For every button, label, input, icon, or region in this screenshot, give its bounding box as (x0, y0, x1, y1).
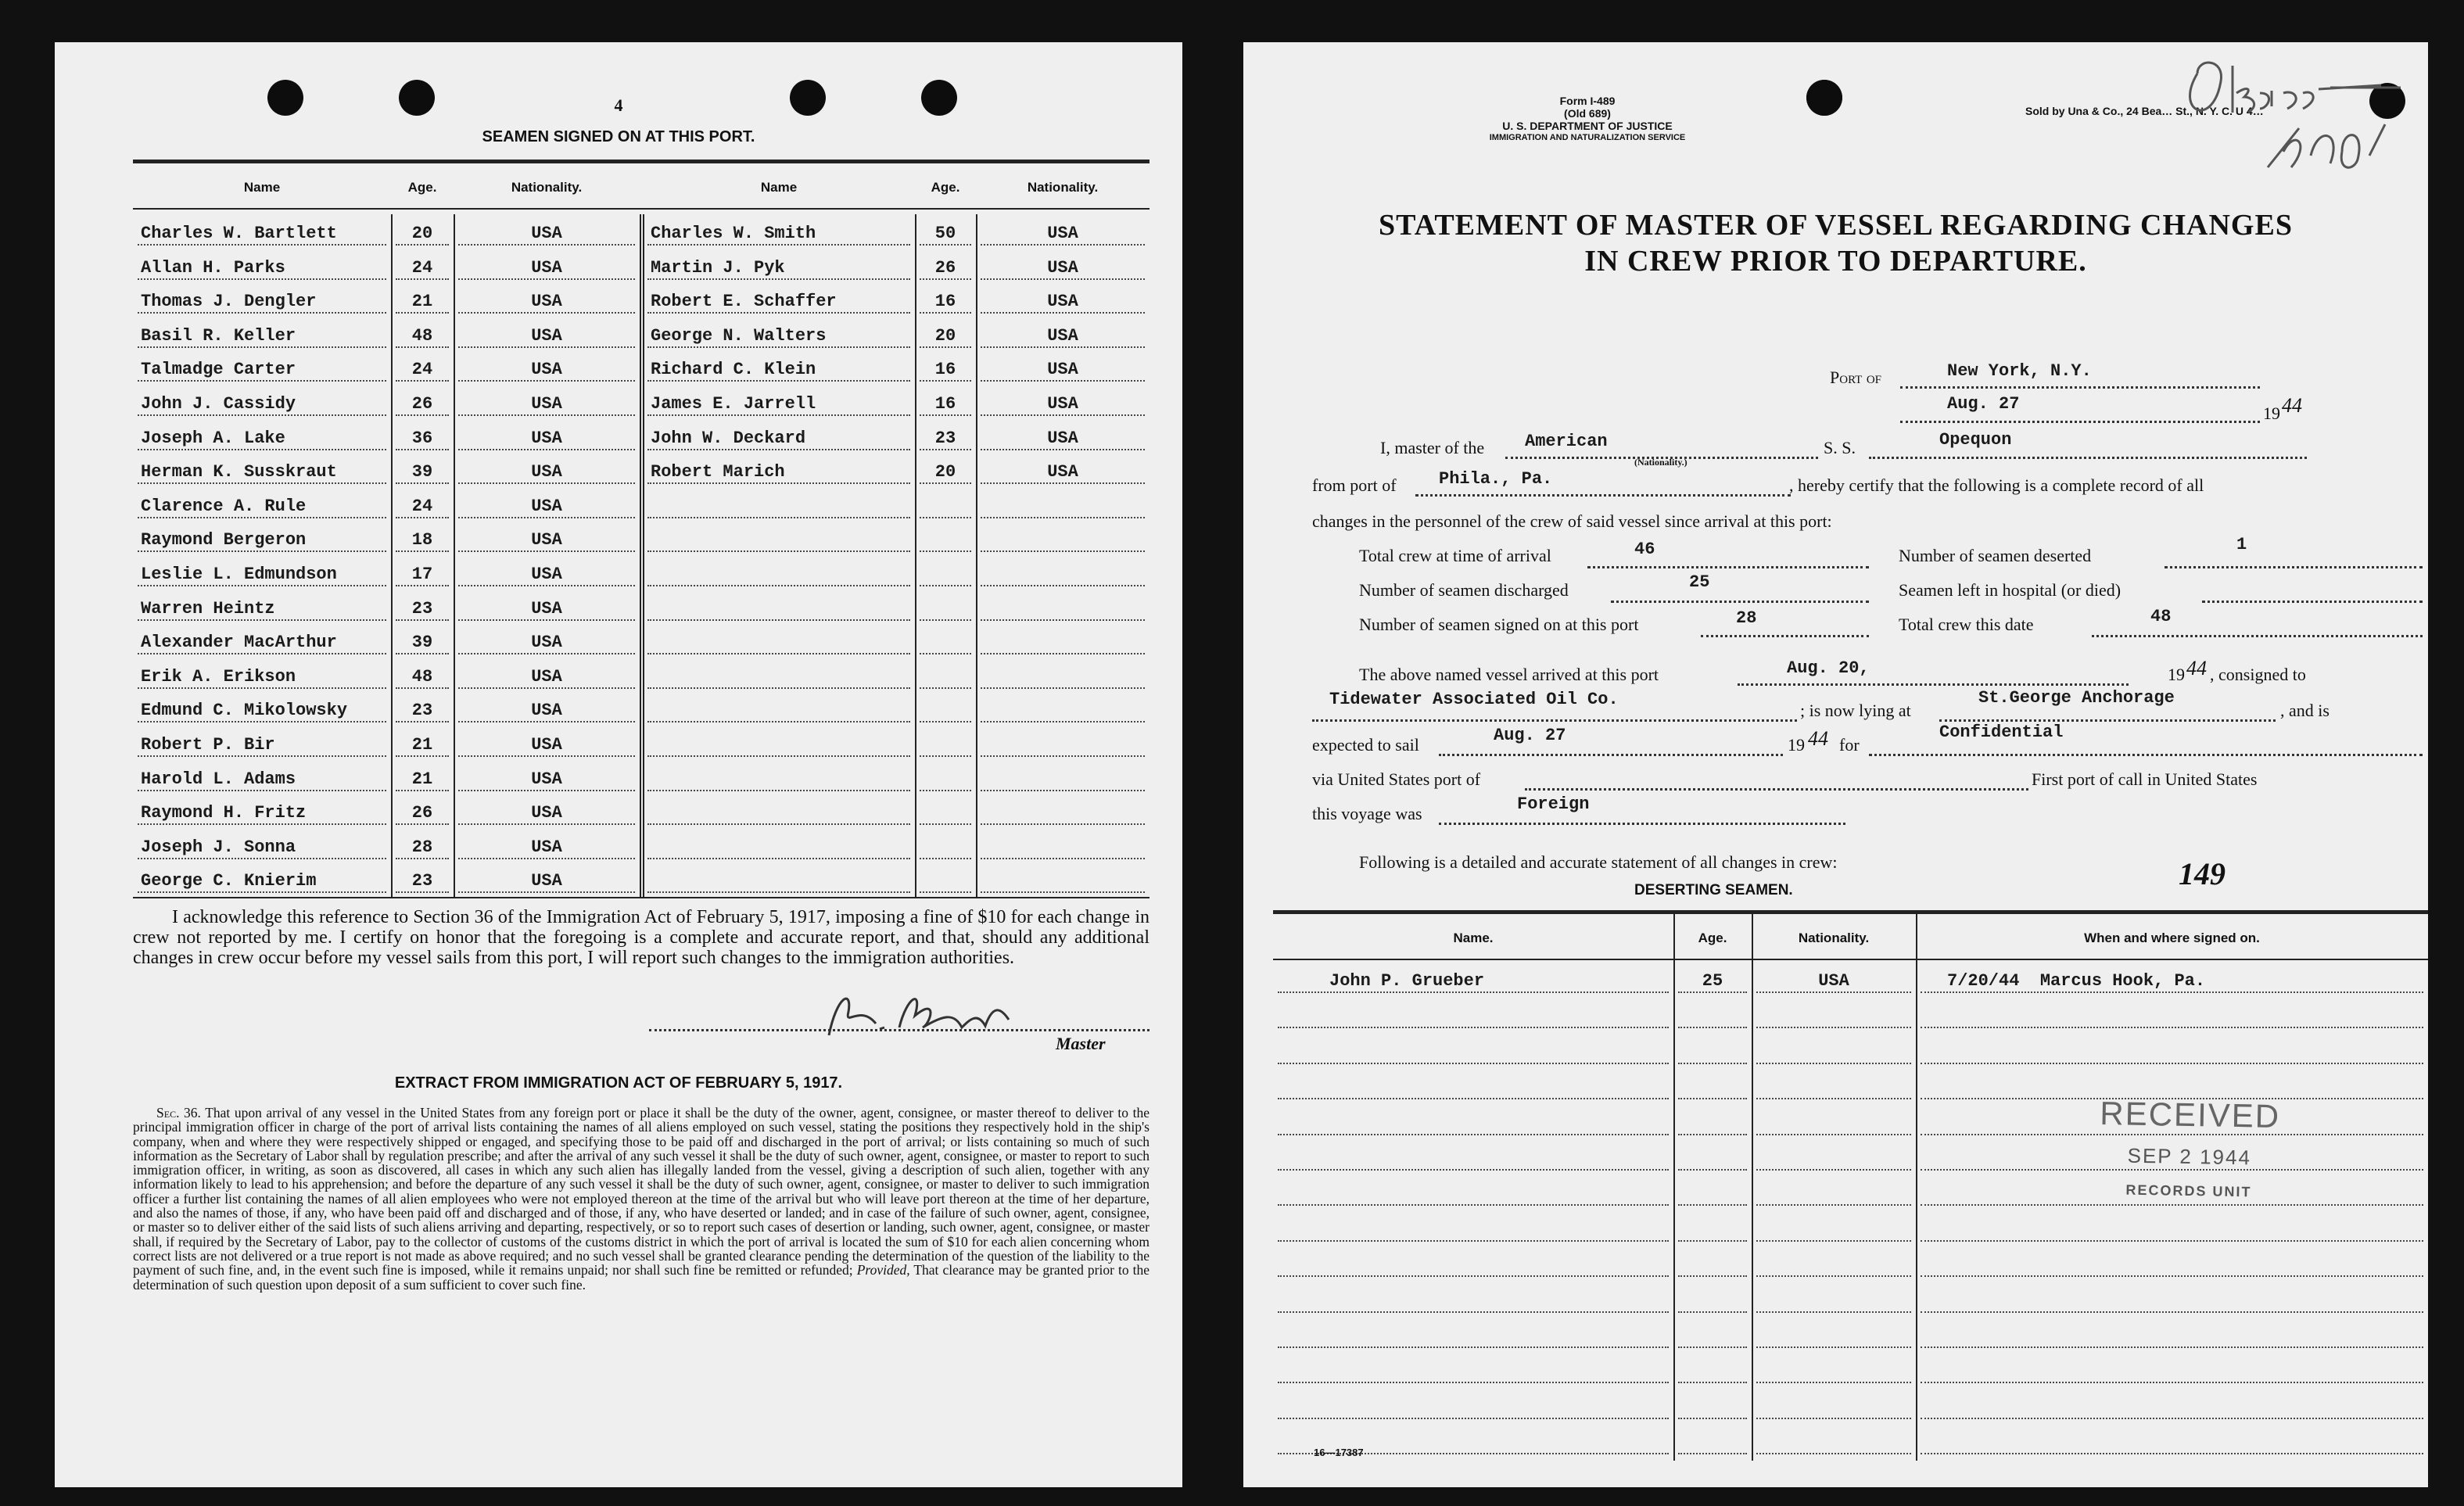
arrived-year-prefix: 19 (2168, 665, 2185, 684)
year-suffix: 44 (2282, 394, 2302, 417)
crew-nationality: USA (531, 428, 562, 448)
deserter-nationality: USA (1818, 971, 1849, 991)
total-date-value: 48 (2150, 607, 2172, 626)
crew-age: 23 (934, 428, 956, 448)
total-date-label: Total crew this date (1899, 615, 2034, 634)
crew-age: 16 (934, 292, 956, 312)
discharged-label: Number of seamen discharged (1359, 580, 1569, 600)
year-prefix: 19 (2263, 403, 2280, 423)
title-line-1: STATEMENT OF MASTER OF VESSEL REGARDING CHANGES (1379, 209, 2293, 242)
crew-age: 17 (411, 565, 433, 584)
consignee-value: Tidewater Associated Oil Co. (1329, 690, 1619, 709)
crew-nationality: USA (531, 871, 562, 891)
sec-tail: That clearance may be granted prior to the determination of such question upon deposit of a sum sufficient to cover such fine. (133, 1262, 1150, 1293)
crew-age: 48 (411, 666, 433, 687)
deserting-title: DESERTING SEAMEN. (1634, 882, 1793, 898)
handwritten-number: 149 (2179, 856, 2225, 891)
crew-age: 20 (934, 325, 956, 346)
crew-name: Allan H. Parks (141, 257, 285, 278)
crew-age: 20 (934, 462, 956, 482)
signed-on-label: Number of seamen signed on at this port (1359, 615, 1639, 634)
crew-age: 20 (411, 224, 433, 243)
crew-age: 23 (411, 871, 433, 891)
crew-name: John W. Deckard (651, 428, 806, 448)
crew-nationality: USA (531, 803, 562, 823)
arrived-year-suffix: 44 (2186, 657, 2207, 679)
crew-name: Edmund C. Mikolowsky (141, 701, 348, 721)
crew-name: Joseph A. Lake (141, 428, 285, 448)
crew-name: James E. Jarrell (651, 394, 816, 414)
expected-value: Aug. 27 (1494, 726, 1566, 745)
stamp-received: RECEIVED (2099, 1094, 2281, 1135)
crew-name: Basil R. Keller (141, 325, 296, 346)
right-page (1243, 42, 2428, 1487)
expected-label: expected to sail (1312, 735, 1419, 755)
crew-nationality: USA (1047, 360, 1078, 380)
crew-age: 21 (411, 292, 433, 312)
crew-nationality: USA (531, 394, 562, 414)
nationality-value: American (1525, 432, 1608, 451)
desert-header-nationality: Nationality. (1798, 930, 1870, 945)
crew-nationality: USA (531, 496, 562, 516)
desert-header-age: Age. (1698, 930, 1727, 945)
crew-nationality: USA (531, 292, 562, 312)
master-of-label: I, master of the (1380, 438, 1485, 457)
crew-nationality: USA (531, 325, 562, 346)
arrived-label: The above named vessel arrived at this port (1359, 665, 1659, 684)
crew-nationality: USA (531, 360, 562, 380)
extract-title: EXTRACT FROM IMMIGRATION ACT OF FEBRUARY 5, 1917. (394, 1074, 843, 1092)
department: U. S. DEPARTMENT OF JUSTICE (1502, 120, 1673, 132)
crew-name: Charles W. Bartlett (141, 224, 337, 243)
form-number: Form I-489 (1559, 95, 1616, 107)
crew-nationality: USA (531, 530, 562, 550)
crew-name: Thomas J. Dengler (141, 292, 317, 312)
section-title: SEAMEN SIGNED ON AT THIS PORT. (482, 128, 755, 145)
crew-name: John J. Cassidy (141, 394, 296, 414)
header-age-1: Age. (407, 180, 437, 195)
sec-body: That upon arrival of any vessel in the United States from any foreign port or place it shall be the duty of the owner, agent, consignee, or master thereof to deliver to the principal immigration officer in charge of the port of arrival lists containing the names of all aliens employed on such vessel, stating the positions they respectively hold in the ship's company, when and where they were respectively shipped or engaged, and specifying those to be paid off and discharged in the port of arrival; or lists containing so much of such information as the Secretary of Labor shall by regulation prescribe; and after the arrival of any such vessel it shall be the duty of such owner, agent, consignee, or master to report to such immigration officer, in writing, as soon as discovered, all cases in which any such alien has illegally landed from the vessel, giving a description of such alien, together with any information likely to lead to his apprehension; and before the departure of any such vessel it shall be the duty of such owner, agent, consignee, or master to deliver to such immigration officer a further list containing the names of all alien employees who were not employed thereon at the time of the arrival but who will leave port thereon at the time of her departure, and also the names of those, if any, who have been paid off and discharged and of those, if any, who have deserted or landed; and in case of the failure of such owner, agent, consignee, or master so to deliver either of the said lists of such aliens arriving and departing, respectively, or so to report such cases of desertion or landing, such owner, agent, consignee, or master shall, if required by the Secretary of Labor, pay to the collector of customs of the customs district in which the port of arrival is located the sum of $10 for each alien concerning whom correct lists are not delivered or a true report is not made as above required; and no such vessel shall be granted clearance pending the determination of the question of the liability to the payment of such fine, and, in the event such fine is imposed, while it remains unpaid; nor shall such fine be remitted or refunded; (133, 1105, 1150, 1278)
and-is-label: , and is (2280, 701, 2330, 720)
crew-name: Richard C. Klein (651, 360, 816, 380)
crew-age: 50 (934, 224, 956, 243)
crew-name: Martin J. Pyk (651, 257, 785, 278)
voyage-value: Foreign (1517, 794, 1590, 814)
header-name-2: Name (760, 180, 798, 195)
for-label: for (1839, 735, 1860, 755)
sold-by: Sold by Una & Co., 24 Bea… St., N. Y. C. U 4… (2025, 105, 2264, 117)
crew-age: 48 (411, 325, 433, 346)
section-36-text (133, 1106, 1150, 1292)
page-number: 4 (614, 95, 623, 115)
title-line-2: IN CREW PRIOR TO DEPARTURE. (1584, 245, 2087, 278)
crew-nationality: USA (1047, 428, 1078, 448)
footer-code: 16—17387 (1314, 1447, 1364, 1458)
deserter-age: 25 (1702, 971, 1723, 991)
crew-name: Harold L. Adams (141, 769, 296, 789)
crew-name: Robert P. Bir (141, 735, 275, 755)
crew-age: 26 (411, 803, 433, 823)
crew-name: Raymond H. Fritz (141, 803, 307, 823)
hospital-label: Seamen left in hospital (or died) (1899, 580, 2121, 600)
crew-age: 24 (411, 496, 433, 516)
total-arrival-value: 46 (1634, 540, 1655, 559)
crew-age: 21 (411, 735, 433, 755)
crew-age: 39 (411, 633, 433, 653)
crew-name: Joseph J. Sonna (141, 837, 296, 857)
crew-name: Raymond Bergeron (141, 530, 307, 550)
crew-nationality: USA (531, 837, 562, 857)
crew-nationality: USA (531, 735, 562, 755)
crew-name: Herman K. Susskraut (141, 462, 337, 482)
deserter-name: John P. Grueber (1329, 971, 1485, 991)
form-old: (Old 689) (1564, 107, 1611, 120)
sec-provided: Provided, (856, 1262, 910, 1278)
crew-nationality: USA (1047, 257, 1078, 278)
crew-age: 26 (934, 257, 956, 278)
header-nationality-1: Nationality. (511, 180, 583, 195)
expected-year-prefix: 19 (1788, 735, 1805, 755)
crew-age: 36 (411, 428, 433, 448)
crew-name: Leslie L. Edmundson (141, 565, 337, 584)
crew-age: 26 (411, 394, 433, 414)
crew-name: Erik A. Erikson (141, 666, 296, 687)
arrived-value: Aug. 20, (1787, 658, 1870, 678)
for-value: Confidential (1939, 723, 2064, 742)
crew-age: 23 (411, 701, 433, 721)
crew-nationality: USA (1047, 292, 1078, 312)
crew-nationality: USA (531, 462, 562, 482)
signed-on-value: 28 (1736, 608, 1757, 628)
ss-label: S. S. (1824, 438, 1856, 457)
crew-age: 24 (411, 257, 433, 278)
via-label: via United States port of (1312, 769, 1481, 789)
crew-name: Clarence A. Rule (141, 496, 307, 516)
crew-age: 23 (411, 598, 433, 619)
crew-age: 16 (934, 360, 956, 380)
crew-age: 18 (411, 530, 433, 550)
date-value: Aug. 27 (1947, 394, 2020, 414)
following-text: Following is a detailed and accurate statement of all changes in crew: (1359, 852, 1838, 872)
from-port-value: Phila., Pa. (1439, 469, 1553, 489)
crew-nationality: USA (1047, 394, 1078, 414)
crew-name: George C. Knierim (141, 871, 317, 891)
crew-nationality: USA (531, 565, 562, 584)
crew-age: 28 (411, 837, 433, 857)
handwritten-corner-note (2174, 50, 2424, 206)
crew-age: 21 (411, 769, 433, 789)
crew-nationality: USA (531, 598, 562, 619)
stamp-date: SEP 2 1944 (2127, 1143, 2252, 1170)
desert-header-when: When and where signed on. (2084, 930, 2260, 945)
deserter-when: 7/20/44 Marcus Hook, Pa. (1947, 971, 2206, 991)
ship-name: Opequon (1939, 430, 2012, 450)
discharged-value: 25 (1689, 572, 1710, 592)
first-port-label: First port of call in United States (2032, 769, 2258, 789)
crew-name: Robert Marich (651, 462, 785, 482)
sec-label: Sec. 36. (156, 1105, 201, 1121)
port-of-value: New York, N.Y. (1947, 361, 2092, 381)
crew-nationality: USA (531, 257, 562, 278)
crew-name: George N. Walters (651, 325, 827, 346)
crew-age: 24 (411, 360, 433, 380)
deserted-label: Number of seamen deserted (1899, 546, 2092, 565)
crew-name: Alexander MacArthur (141, 633, 337, 653)
header-nationality-2: Nationality. (1027, 180, 1099, 195)
expected-year-suffix: 44 (1808, 727, 1828, 750)
crew-name: Talmadge Carter (141, 360, 296, 380)
port-of-label: Port of (1830, 368, 1882, 387)
stamp-unit: RECORDS UNIT (2125, 1181, 2252, 1200)
nationality-sub: (Nationality.) (1634, 457, 1687, 468)
crew-nationality: USA (1047, 325, 1078, 346)
crew-nationality: USA (531, 224, 562, 243)
acknowledgement-text: I acknowledge this reference to Section 36 of the Immigration Act of February 5, 1917, imposing a fine of $10 for each change in crew not reported by me. I certify on honor that the foregoing is a complete and accurate report, and that, should any additional changes in crew occur before my vessel sails from this port, I will report such changes to the immigration authorities. (133, 907, 1150, 968)
header-age-2: Age. (931, 180, 960, 195)
crew-name: Charles W. Smith (651, 224, 816, 243)
certify-text: , hereby certify that the following is a complete record of all (1789, 475, 2204, 495)
crew-nationality: USA (531, 769, 562, 789)
service: IMMIGRATION AND NATURALIZATION SERVICE (1489, 133, 1686, 142)
deserted-value: 1 (2236, 535, 2247, 554)
crew-age: 39 (411, 462, 433, 482)
header-name-1: Name (243, 180, 281, 195)
desert-header-name: Name. (1453, 930, 1494, 945)
total-arrival-label: Total crew at time of arrival (1359, 546, 1551, 565)
consigned-label: , consigned to (2210, 665, 2306, 684)
voyage-label: this voyage was (1312, 804, 1422, 823)
lying-value: St.George Anchorage (1978, 688, 2175, 708)
crew-age: 16 (934, 394, 956, 414)
crew-nationality: USA (1047, 462, 1078, 482)
left-page (55, 42, 1182, 1487)
master-label: Master (1056, 1034, 1106, 1053)
crew-nationality: USA (531, 701, 562, 721)
crew-nationality: USA (1047, 224, 1078, 243)
from-port-label: from port of (1312, 475, 1397, 495)
lying-label: ; is now lying at (1800, 701, 1911, 720)
crew-nationality: USA (531, 666, 562, 687)
crew-name: Robert E. Schaffer (651, 292, 837, 312)
changes-text: changes in the personnel of the crew of said vessel since arrival at this port: (1312, 511, 1832, 531)
crew-nationality: USA (531, 633, 562, 653)
crew-name: Warren Heintz (141, 598, 275, 619)
received-stamp (2071, 1094, 2308, 1201)
